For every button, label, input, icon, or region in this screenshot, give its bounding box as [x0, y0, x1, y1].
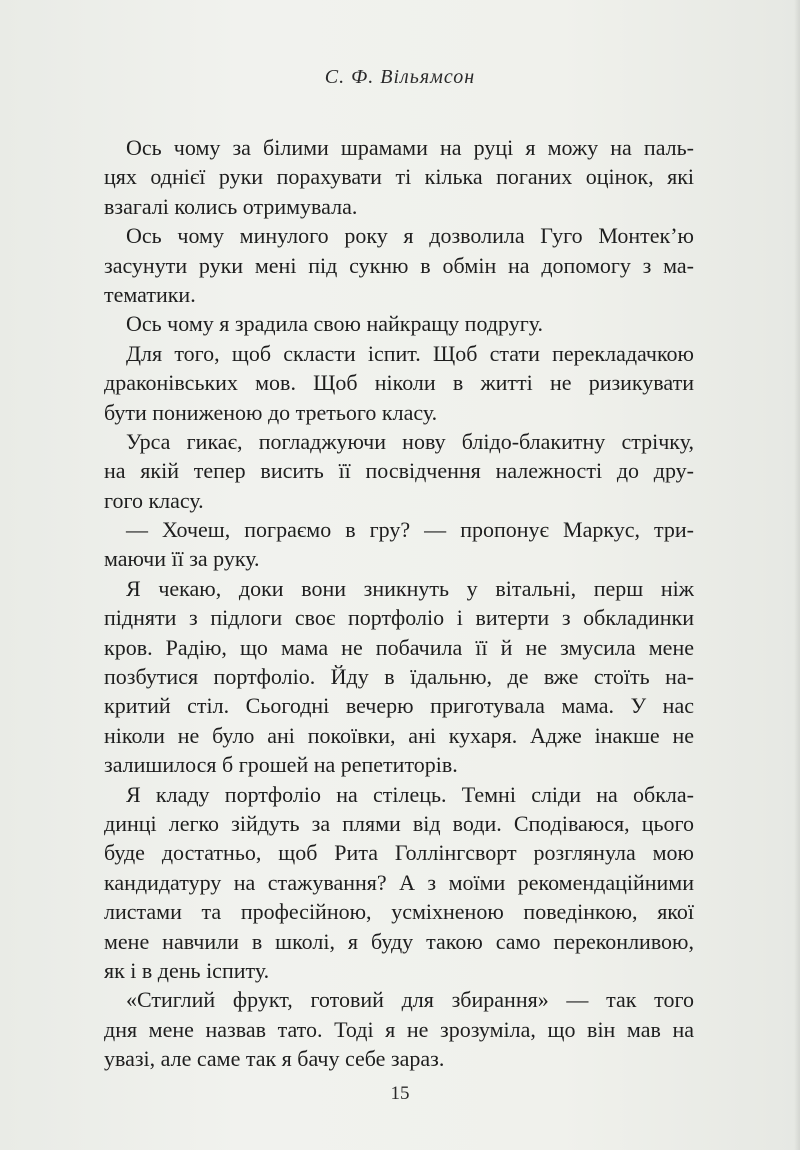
text-line: Ось чому я зрадила свою найкращу подругу.: [126, 311, 544, 337]
text-line: гого класу.: [104, 487, 204, 513]
paragraph: [104, 574, 694, 780]
text-line: Ось чому минулого року я дозволила Гуго Монтек’ю: [126, 223, 694, 249]
text-line: маючи її за руку.: [104, 546, 260, 572]
text-line: підняти з підлоги своє портфоліо і витерти з обкладинки: [104, 605, 694, 631]
text-line: Урса гикає, погладжуючи нову блідо-блакитну стрічку,: [126, 428, 694, 454]
text-line: цях однієї руки порахувати ті кілька поганих оцінок, які: [104, 164, 694, 190]
text-line: листами та професійною, усміхненою поведінкою, якої: [104, 899, 694, 925]
text-line: на якій тепер висить її посвідчення належності до дру-: [104, 458, 694, 484]
paragraph: [104, 221, 694, 309]
text-line: мене навчили в школі, я буду такою само переконливою,: [104, 928, 694, 954]
text-line: Ось чому за білими шрамами на руці я можу на паль-: [126, 135, 694, 160]
body-text: [104, 133, 694, 1074]
text-line: «Стиглий фрукт, готовий для збирання» — так того: [126, 987, 694, 1013]
text-line: драконівських мов. Щоб ніколи в житті не ризикувати: [104, 370, 694, 396]
page-number: 15: [390, 1083, 410, 1104]
running-head: С. Ф. Вільямсон: [324, 66, 476, 88]
text-line: Для того, щоб скласти іспит. Щоб стати перекладачкою: [126, 340, 694, 366]
text-line: ніколи не було ані покоївки, ані кухаря. Адже інакше не: [104, 722, 694, 748]
paragraph: [104, 985, 694, 1073]
text-line: буде достатньо, щоб Рита Голлінгсворт розглянула мою: [104, 840, 694, 866]
text-line: залишилося б грошей на репетиторів.: [104, 752, 458, 778]
text-line: Я кладу портфоліо на стілець. Темні сліди на обкла-: [126, 781, 694, 807]
text-line: засунути руки мені під сукню в обмін на допомогу з ма-: [104, 252, 694, 278]
paragraph: [104, 339, 694, 427]
text-line: кандидатуру на стажування? А з моїми рекомендаційними: [104, 869, 694, 895]
paragraph: [104, 515, 694, 574]
text-line: тематики.: [104, 281, 196, 307]
page-edge-shadow: [794, 0, 800, 1150]
paragraph: [104, 427, 694, 515]
paragraph: [104, 780, 694, 986]
paragraph: [104, 133, 694, 221]
text-line: Я чекаю, доки вони зникнуть у вітальні, перш ніж: [126, 575, 694, 601]
text-line: — Хочеш, пограємо в гру? — пропонує Маркус, три-: [126, 517, 694, 543]
text-line: динці легко зійдуть за плями від води. Сподіваюся, цього: [104, 810, 694, 836]
text-line: критий стіл. Сьогодні вечерю приготувала мама. У нас: [104, 693, 694, 719]
text-line: позбутися портфоліо. Йду в їдальню, де вже стоїть на-: [104, 664, 694, 690]
text-line: взагалі колись отримувала.: [104, 193, 358, 219]
paragraph: [104, 309, 694, 338]
text-line: увазі, але саме так я бачу себе зараз.: [104, 1046, 445, 1072]
text-line: бути пониженою до третього класу.: [104, 399, 438, 425]
text-line: як і в день іспиту.: [104, 957, 270, 983]
text-line: дня мене назвав тато. Тоді я не зрозуміла, що він мав на: [104, 1016, 694, 1042]
text-line: кров. Радію, що мама не побачила її й не змусила мене: [104, 634, 694, 660]
